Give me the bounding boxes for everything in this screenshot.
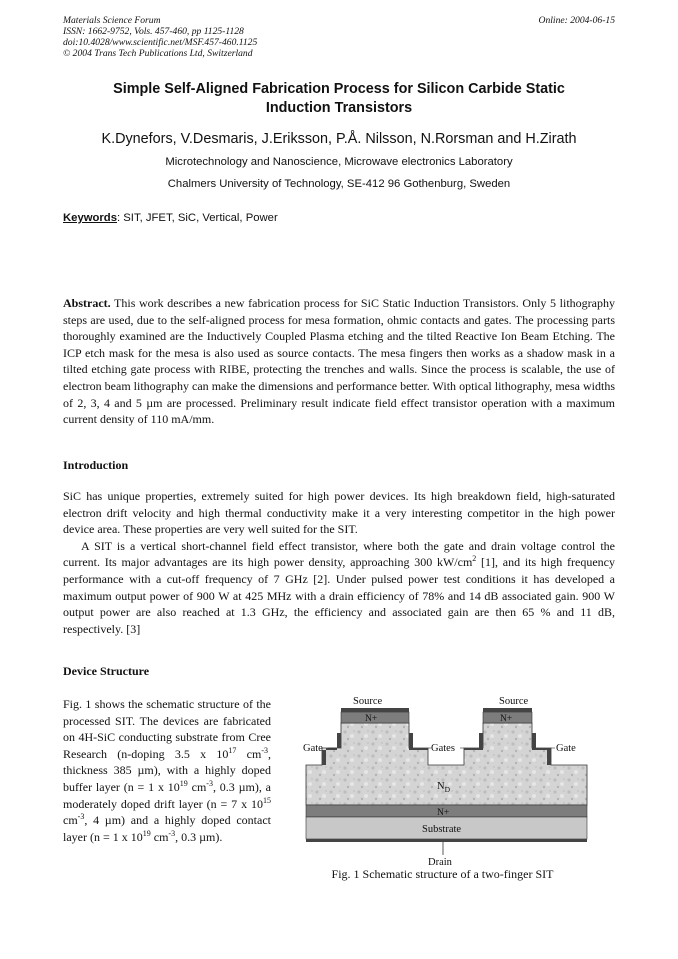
label-source-left: Source xyxy=(353,696,383,707)
figure-caption: Fig. 1 Schematic structure of a two-finger SIT xyxy=(331,867,554,881)
keywords-label: Keywords xyxy=(63,212,117,224)
gate-metal-center-left xyxy=(409,733,428,750)
abstract-label: Abstract. xyxy=(63,296,111,310)
source-metal-right xyxy=(483,708,532,712)
label-gate-right: Gate xyxy=(556,743,576,754)
title-line-2: Induction Transistors xyxy=(265,100,413,116)
device-structure-heading: Device Structure xyxy=(63,664,150,678)
label-nplus-right: N+ xyxy=(500,714,513,724)
abstract xyxy=(63,295,615,428)
affiliation-line-1: Microtechnology and Nanoscience, Microwave electronics Laboratory xyxy=(165,156,513,168)
label-substrate: Substrate xyxy=(422,824,462,835)
label-nd: $N_D$ xyxy=(437,781,451,794)
issn-line: ISSN: 1662-9752, Vols. 457-460, pp 1125-1128 xyxy=(63,26,244,37)
sit-schematic-figure xyxy=(300,693,590,868)
doi-line: doi:10.4028/www.scientific.net/MSF.457-460.1125 xyxy=(63,37,258,48)
introduction-heading: Introduction xyxy=(63,458,129,472)
gate-metal-center-right xyxy=(464,733,483,750)
keywords xyxy=(63,212,278,224)
introduction-body xyxy=(63,488,615,637)
journal-metadata xyxy=(63,15,257,59)
label-nplus-left: N+ xyxy=(365,714,378,724)
label-gate-left: Gate xyxy=(303,743,323,754)
label-source-right: Source xyxy=(499,696,529,707)
introduction-paragraph-1: SiC has unique properties, extremely suited for high power devices. Its high breakdown field, high-saturated electron drift velocity and high thermal conductivity make it a very interesting competitor in the high power device area. These properties are very well suited for the SIT. xyxy=(63,489,615,537)
introduction-paragraph-2: A SIT is a vertical short-channel field effect transistor, where both the gate and drain voltage control the current. Its major advantages are its high power density, approaching 300 $kW/cm^2$ [1], and its high frequency performance with a cut-off frequency of 7 GHz [2]. Under pulsed power test conditions it has developed a maximum output power of 900 W at 425 MHz with a drain efficiency of 78% and 14 dB associated gain. 900 W output power are also reached at 1.3 GHz, the efficiency and associated gain are then 65 % and 11 dB, respectively. [3] xyxy=(63,538,615,636)
label-gates-center: Gates xyxy=(431,743,455,754)
online-date: Online: 2004-06-15 xyxy=(538,15,615,26)
abstract-text: This work describes a new fabrication process for SiC Static Induction Transistors. Only 5 lithography steps are used, due to the self-aligned process for mesa formation, ohmic contacts and gates. The processing parts thoroughly examined are the Inductively Coupled Plasma etching and the tilted Reactive Ion Beam Etching. The ICP etch mask for the mesa is also used as source contacts. The mesa fingers then works as a shadow mask in a tilted etching gate process with RIBE, protecting the trenches and walls. Since the process is scalable, the use of electron beam lithography can make the dimensions and performance better. With optical lithography, mesa widths of 2, 3, 4 and 5 µm are processed. Preliminary result indicate field effect transistor operation with a maximum current density of 110 mA/mm. xyxy=(63,296,615,427)
label-nplus-buffer: N+ xyxy=(437,808,450,818)
title-line-1: Simple Self-Aligned Fabrication Process for Silicon Carbide Static xyxy=(113,81,565,97)
source-metal-left xyxy=(341,708,409,712)
paper-title xyxy=(63,80,615,118)
author-list: K.Dynefors, V.Desmaris, J.Eriksson, P.Å. Nilsson, N.Rorsman and H.Zirath xyxy=(101,131,577,147)
affiliation-line-2: Chalmers University of Technology, SE-412 96 Gothenburg, Sweden xyxy=(167,178,511,190)
keywords-text: : SIT, JFET, SiC, Vertical, Power xyxy=(117,212,278,224)
journal-name: Materials Science Forum xyxy=(63,15,161,26)
label-drain: Drain xyxy=(428,857,452,868)
device-structure-body: Fig. 1 shows the schematic structure of the processed SIT. The devices are fabricated on 4H-SiC conducting substrate from Cree Research (n-doping 3.5 x $10^{17}$ $cm^{-3}$, thickness 385 µm), with a highly doped buffer layer (n = 1 x $10^{19}$ $cm^{-3}$, 0.3 µm), a moderately doped drift layer (n = 7 x $10^{15}$ $cm^{-3}$, 4 µm) and a highly doped contact layer (n = 1 x $10^{19}$ $cm^{-3}$, 0.3 µm). xyxy=(63,697,271,844)
copyright-line: © 2004 Trans Tech Publications Ltd, Switzerland xyxy=(63,48,253,59)
drain-metal xyxy=(306,839,587,842)
